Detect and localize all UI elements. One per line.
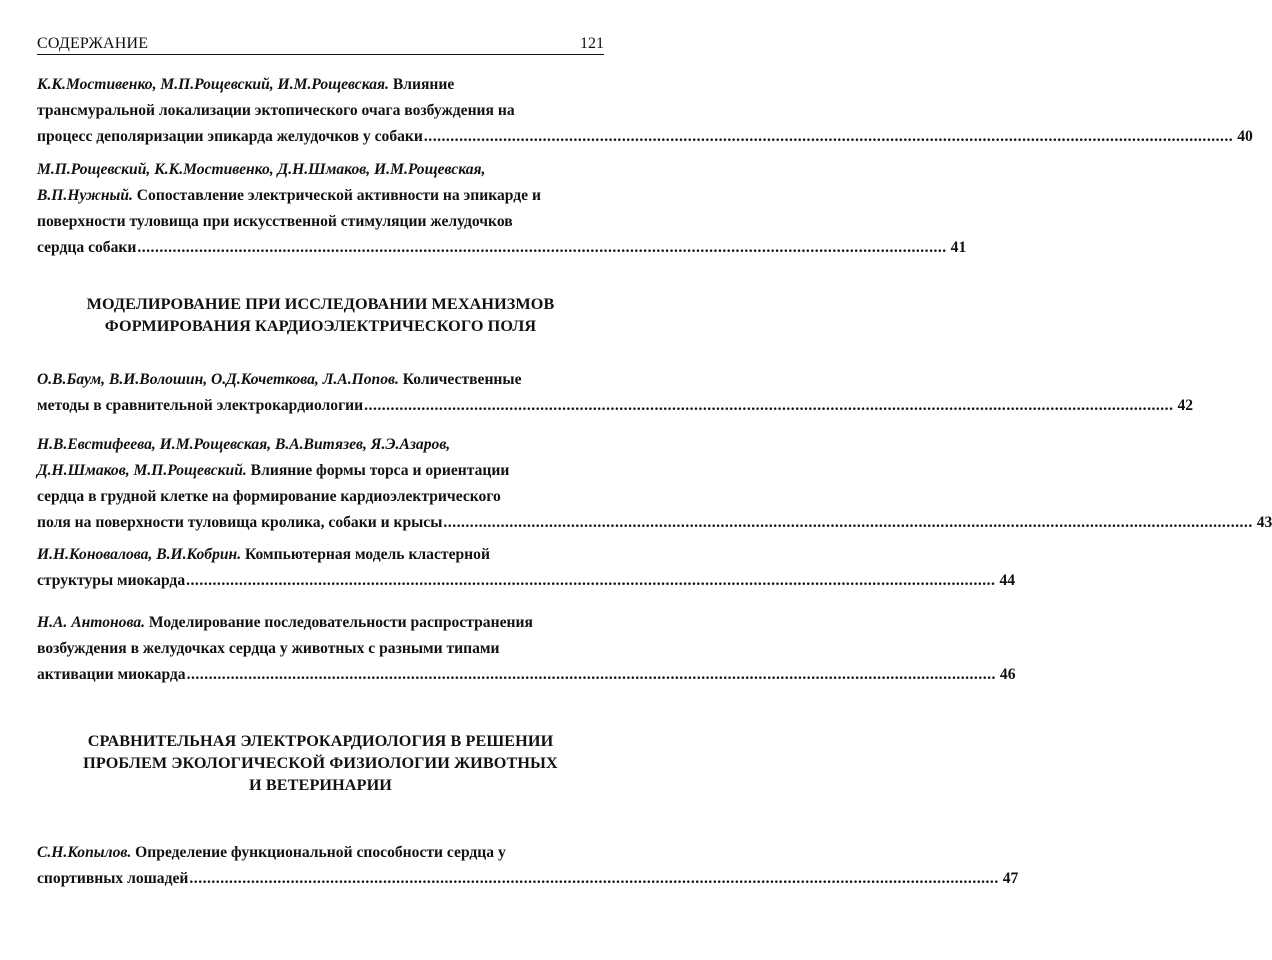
entry-title-end: поля на поверхности туловища кролика, собаки и крысы: [37, 514, 443, 531]
running-header: [37, 32, 604, 55]
toc-entry: [37, 367, 1194, 419]
entry-last-line: [37, 235, 967, 261]
entry-authors: Н.В.Евстифеева, И.М.Рощевская, В.А.Витязев, Я.Э.Азаров,: [37, 436, 451, 453]
entry-authors: К.К.Мостивенко, М.П.Рощевский, И.М.Рощевская.: [37, 76, 389, 93]
entry-last-line: [37, 866, 1019, 892]
entry-title-line: сердца в грудной клетке на формирование кардиоэлектрического: [37, 488, 501, 505]
entry-title-end: процесс деполяризации эпикарда желудочков у собаки: [37, 128, 423, 145]
entry-title-end: сердца собаки: [37, 239, 137, 256]
toc-entry: [37, 157, 967, 261]
entry-last-line: [37, 510, 1272, 536]
dot-leader: ........................................................................................................................................................................................: [186, 666, 996, 683]
entry-authors: С.Н.Копылов.: [37, 844, 132, 861]
entry-line: [37, 183, 604, 209]
entry-last-line: [37, 124, 1253, 150]
section-heading-line: И ВЕТЕРИНАРИИ: [249, 776, 392, 794]
entry-authors: Н.А. Антонова.: [37, 614, 146, 631]
toc-entry: [37, 610, 1016, 688]
entry-authors: М.П.Рощевский, К.К.Мостивенко, Д.Н.Шмаков, И.М.Рощевская,: [37, 161, 486, 178]
entry-last-line: [37, 393, 1194, 419]
entry-authors-cont: Д.Н.Шмаков, М.П.Рощевский.: [37, 462, 247, 479]
header-title: СОДЕРЖАНИЕ: [37, 35, 149, 52]
entry-line: [37, 610, 604, 636]
header-page-number: 121: [580, 35, 604, 52]
entry-title-end: спортивных лошадей: [37, 870, 189, 887]
entry-page-number: 42: [1177, 397, 1194, 414]
entry-title-start: Определение функциональной способности сердца у: [131, 844, 506, 861]
toc-entry: [37, 542, 1016, 594]
entry-title-start: Влияние формы торса и ориентации: [246, 462, 510, 479]
section-heading: [37, 730, 604, 796]
entry-page-number: 43: [1256, 514, 1272, 531]
entry-title-end: методы в сравнительной электрокардиологии: [37, 397, 364, 414]
section-heading-line: СРАВНИТЕЛЬНАЯ ЭЛЕКТРОКАРДИОЛОГИЯ В РЕШЕНИИ: [87, 732, 554, 750]
entry-title-start: Влияние: [388, 76, 455, 93]
entry-title-end: активации миокарда: [37, 666, 186, 683]
toc-entry: [37, 840, 1019, 892]
entry-last-line: [37, 662, 1016, 688]
dot-leader: ........................................................................................................................................................................................: [189, 870, 999, 887]
entry-title-end: структуры миокарда: [37, 572, 186, 589]
entry-line: [37, 542, 604, 568]
dot-leader: ........................................................................................................................................................................................: [364, 397, 1174, 414]
entry-title-start: Компьютерная модель кластерной: [241, 546, 490, 563]
entry-page-number: 41: [950, 239, 967, 256]
dot-leader: ........................................................................................................................................................................................: [423, 128, 1234, 145]
entry-title-line: возбуждения в желудочках сердца у животных с разными типами: [37, 640, 500, 657]
entry-page-number: 47: [1002, 870, 1019, 887]
entry-last-line: [37, 568, 1016, 594]
entry-title-start: Моделирование последовательности распространения: [145, 614, 533, 631]
toc-entry: [37, 432, 1272, 536]
entry-page-number: 44: [999, 572, 1016, 589]
entry-line: [37, 72, 604, 98]
dot-leader: ........................................................................................................................................................................................: [443, 514, 1253, 531]
section-heading-line: ПРОБЛЕМ ЭКОЛОГИЧЕСКОЙ ФИЗИОЛОГИИ ЖИВОТНЫХ: [83, 754, 558, 772]
entry-authors: О.В.Баум, В.И.Волошин, О.Д.Кочеткова, Л.А.Попов.: [37, 371, 399, 388]
entry-line: [37, 367, 604, 393]
section-heading-line: ФОРМИРОВАНИЯ КАРДИОЭЛЕКТРИЧЕСКОГО ПОЛЯ: [104, 317, 537, 335]
entry-title-start: Количественные: [398, 371, 522, 388]
section-heading: [37, 293, 604, 337]
entry-authors: И.Н.Коновалова, В.И.Кобрин.: [37, 546, 242, 563]
entry-authors-cont: В.П.Нужный.: [37, 187, 133, 204]
entry-title-line: поверхности туловища при искусственной стимуляции желудочков: [37, 213, 513, 230]
entry-line: [37, 840, 604, 866]
toc-entry: [37, 72, 1253, 150]
section-heading-line: МОДЕЛИРОВАНИЕ ПРИ ИССЛЕДОВАНИИ МЕХАНИЗМОВ: [86, 295, 555, 313]
entry-page-number: 40: [1237, 128, 1253, 145]
entry-page-number: 46: [999, 666, 1016, 683]
dot-leader: ........................................................................................................................................................................................: [186, 572, 996, 589]
entry-line: [37, 458, 604, 484]
entry-title-start: Сопоставление электрической активности на эпикарде и: [132, 187, 541, 204]
entry-title-line: трансмуральной локализации эктопического очага возбуждения на: [37, 102, 515, 119]
dot-leader: ........................................................................................................................................................................................: [137, 239, 947, 256]
